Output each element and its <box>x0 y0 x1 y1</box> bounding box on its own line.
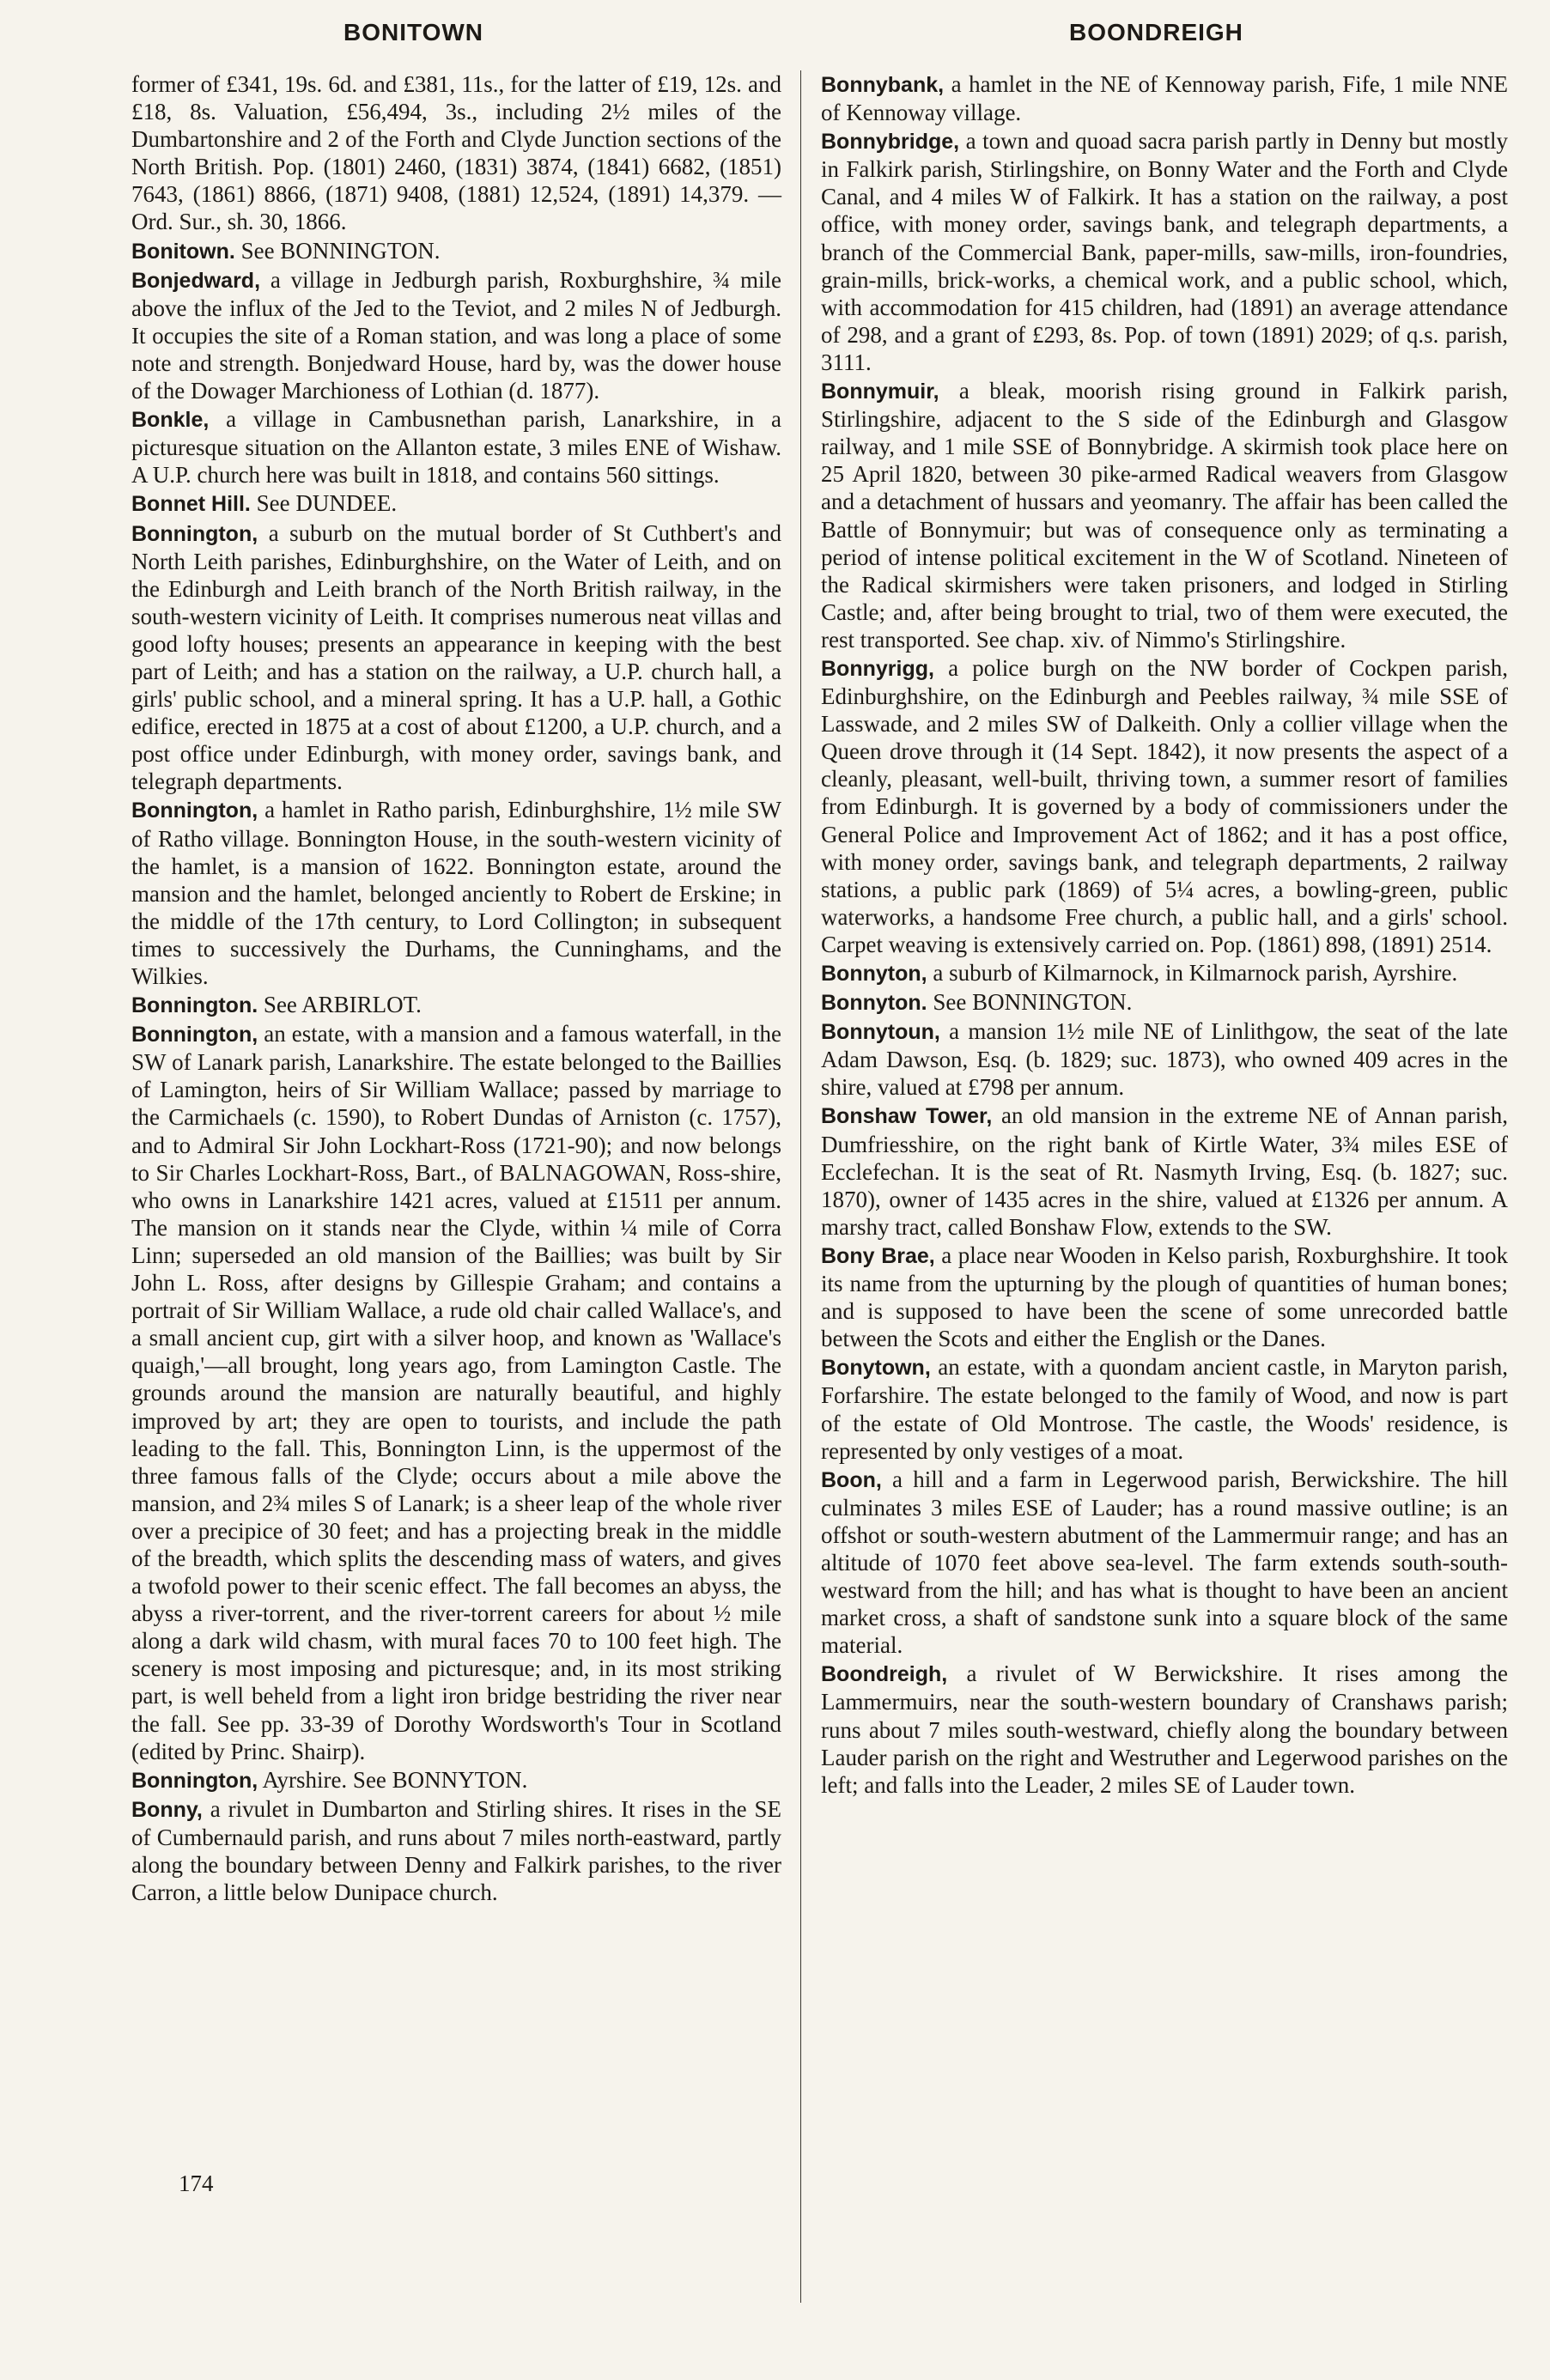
entry-headword: Bonny, <box>131 1797 203 1822</box>
gazetteer-entry <box>131 266 781 404</box>
gazetteer-entry <box>821 1466 1508 1660</box>
gazetteer-entry <box>821 988 1508 1017</box>
column-divider <box>800 70 801 2303</box>
gazetteer-entry <box>821 1102 1508 1240</box>
entry-text: a suburb of Kilmarnock, in Kilmarnock parish, Ayrshire. <box>933 960 1458 986</box>
gazetteer-entry <box>821 1353 1508 1464</box>
entry-headword: Bonshaw Tower, <box>821 1104 993 1129</box>
entry-text: an old mansion in the extreme NE of Annan parish, Dumfriesshire, on the right bank of Kirtle Water, 3¾ miles ESE of Ecclefechan. It is the seat of Rt. Nasmyth Irving, Esq. (b. 1827; suc. 1870), owner of 1435 acres in the shire, valued at £1326 per annum. A marshy tract, called Bonshaw Flow, extends to the SW. <box>821 1102 1508 1240</box>
entry-text: a rivulet of W Berwickshire. It rises among the Lammermuirs, near the south-western boundary of Cranshaws parish; runs about 7 miles south-westward, chiefly along the boundary between Lauder parish on the right and Westruther and Legerwood parishes on the left; and falls into the Leader, 2 miles SE of Lauder town. <box>821 1661 1509 1798</box>
entry-headword: Bonnyrigg, <box>821 656 934 681</box>
gazetteer-entry <box>821 654 1508 958</box>
entry-text: a hamlet in the NE of Kennoway parish, Fife, 1 mile NNE of Kennoway village. <box>821 71 1508 126</box>
gazetteer-entry <box>131 1020 781 1765</box>
gazetteer-entry <box>821 70 1508 126</box>
gazetteer-entry <box>131 796 781 990</box>
entry-headword: Bonnyton. <box>821 991 927 1016</box>
entry-headword: Bony Brae, <box>821 1243 935 1268</box>
entry-text: See BONNINGTON. <box>933 989 1133 1016</box>
gazetteer-entry <box>821 1242 1508 1352</box>
entry-text: a village in Jedburgh parish, Roxburghshire, ¾ mile above the influx of the Jed to the Teviot, and 2 miles N of Jedburgh. It occupies the site of a Roman station, and was long a place of some note and strength. Bonjedward House, hard by, was the dower house of the Dowager Marchioness of Lothian (d. 1877). <box>131 266 782 404</box>
entry-headword: Boondreigh, <box>821 1662 948 1687</box>
right-column <box>821 70 1508 1799</box>
left-column <box>131 70 781 1906</box>
entry-headword: Bonnington, <box>131 521 258 546</box>
entry-text: former of £341, 19s. 6d. and £381, 11s., for the latter of £19, 12s. and £18, 8s. Valuation, £56,494, 3s., including 2½ miles of the Dumbartonshire and 2 of the Forth and Clyde Junction sections of the North British. Pop. (1801) 2460, (1831) 3874, (1841) 6682, (1851) 7643, (1861) 8866, (1871) 9408, (1881) 12,524, (1891) 14,379. —Ord. Sur., sh. 30, 1866. <box>131 71 781 235</box>
entry-text: Ayrshire. See BONNYTON. <box>262 1766 528 1793</box>
entry-text: a suburb on the mutual border of St Cuthbert's and North Leith parishes, Edinburghshire, on the Water of Leith, and on the Edinburgh and Leith branch of the North British railway, in the south-western vicinity of Leith. It comprises numerous neat villas and good lofty houses; presents an appearance in keeping with the best part of Leith; and has a station on the railway, a U.P. church hall, a girls' public school, and a mineral spring. It has a U.P. hall, a Gothic edifice, erected in 1875 at a cost of about £1200, a U.P. church, and a post office under Edinburgh, with money order, savings bank, and telegraph departments. <box>131 519 782 795</box>
gazetteer-entry <box>821 377 1508 653</box>
entry-headword: Bonnybridge, <box>821 130 960 155</box>
gazetteer-entry <box>131 1795 781 1906</box>
gazetteer-entry <box>131 1766 781 1794</box>
entry-headword: Bonnytoun, <box>821 1020 940 1045</box>
entry-headword: Bonytown, <box>821 1356 931 1381</box>
gazetteer-entry <box>821 127 1508 376</box>
entry-headword: Boon, <box>821 1467 882 1492</box>
entry-headword: Bonnington, <box>131 798 258 823</box>
entry-text: a bleak, moorish rising ground in Falkirk parish, Stirlingshire, adjacent to the S side of the Edinburgh and Glasgow railway, and 1 mile SSE of Bonnybridge. A skirmish took place here on 25 April 1820, between 30 pike-armed Radical weavers from Glasgow and a detachment of hussars and yeomanry. The affair has been called the Battle of Bonnymuir; but was of consequence only as terminating a period of intense political excitement in the W of Scotland. Nineteen of the Radical skirmishers were taken prisoners, and lodged in Stirling Castle; and, after being brought to trial, two of them were executed, the rest transported. See chap. xiv. of Nimmo's Stirlingshire. <box>821 378 1508 653</box>
entry-headword: Bonkle, <box>131 408 210 433</box>
entry-text: an estate, with a mansion and a famous waterfall, in the SW of Lanark parish, Lanarkshire. The estate belonged to the Baillies of Lamington, heirs of Sir William Wallace; passed by marriage to the Carmichaels (c. 1590), to Robert Dundas of Arniston (c. 1757), and to Admiral Sir John Lockhart-Ross (1721-90); and now belongs to Sir Charles Lockhart-Ross, Bart., of BALNAGOWAN, Ross-shire, who owns in Lanarkshire 1421 acres, valued at £1511 per annum. The mansion on it stands near the Clyde, within ¼ mile of Corra Linn; superseded an old mansion of the Baillies; was built by Sir John L. Ross, after designs by Gillespie Graham; and contains a portrait of Sir William Wallace, a rude old chair called Wallace's, and a small ancient cup, girt with a silver hoop, and known as 'Wallace's quaigh,'—all brought, long years ago, from Lamington Castle. The grounds around the mansion are naturally beautiful, and highly improved by art; they are open to tourists, and include the path leading to the fall. This, Bonnington Linn, is the uppermost of the three famous falls of the Clyde; occurs about a mile above the mansion, and 2¾ miles S of Lanark; is a sheer leap of the whole river over a precipice of 30 feet; and has a projecting break in the middle of the breadth, which splits the descending mass of waters, and gives a twofold power to their scenic effect. The fall becomes an abyss, the abyss a river-torrent, and the river-torrent careers for about ½ mile along a dark wild chasm, with mural faces 70 to 100 feet high. The scenery is most imposing and picturesque; and, in its most striking part, is well beheld from a light iron bridge bestriding the river near the fall. See pp. 33-39 of Dorothy Wordsworth's Tour in Scotland (edited by Princ. Shairp). <box>131 1021 781 1764</box>
entry-headword: Bonnyton, <box>821 962 927 986</box>
gazetteer-entry <box>131 70 781 236</box>
entry-headword: Bonjedward, <box>131 268 261 293</box>
entry-headword: Bonnington. <box>131 993 258 1018</box>
gazetteer-entry <box>131 991 781 1019</box>
gazetteer-entry <box>131 405 781 489</box>
entry-text: a rivulet in Dumbarton and Stirling shires. It rises in the SE of Cumbernauld parish, and runs about 7 miles north-eastward, partly along the boundary between Denny and Falkirk parishes, to the river Carron, a little below Dunipace church. <box>131 1795 781 1906</box>
entry-headword: Bonnington, <box>131 1023 258 1047</box>
gazetteer-entry <box>821 1660 1508 1798</box>
gazetteer-entry <box>131 237 781 265</box>
entry-text: See DUNDEE. <box>256 490 398 517</box>
entry-text: a hamlet in Ratho parish, Edinburghshire, 1½ mile SW of Ratho village. Bonnington House, in the south-western vicinity of the hamlet, is a mansion of 1622. Bonnington estate, around the mansion and the hamlet, belonged anciently to Robert de Erskine; in the middle of the 17th century, to Lord Collington; in subsequent times to successively the Durhams, the Cunninghams, and the Wilkies. <box>131 797 782 989</box>
entry-headword: Bonnington, <box>131 1768 258 1793</box>
entry-headword: Bonitown. <box>131 239 235 264</box>
entry-text: a hill and a farm in Legerwood parish, Berwickshire. The hill culminates 3 miles ESE of Lauder; has a round massive outline; is an offshot or south-western abutment of the Lammermuir range; and has an altitude of 1070 feet above sea-level. The farm extends south-south-westward from the hill; and has what is thought to have been an ancient market cross, a shaft of sandstone sunk into a square block of the same material. <box>821 1466 1508 1659</box>
entry-text: a police burgh on the NW border of Cockpen parish, Edinburghshire, on the Edinburgh and Peebles railway, ¾ mile SSE of Lasswade, and 2 miles SW of Dalkeith. Only a collier village when the Queen drove through it (14 Sept. 1842), it now presents the aspect of a cleanly, pleasant, well-built, thriving town, a summer resort of families from Edinburgh. It is governed by a body of commissioners under the General Police and Improvement Act of 1862; and it has a post office, with money order, savings bank, and telegraph departments, 2 railway stations, a public park (1869) of 5¼ acres, a bowling-green, public waterworks, a handsome Free church, a public hall, and a girls' school. Carpet weaving is extensively carried on. Pop. (1861) 898, (1891) 2514. <box>821 654 1509 957</box>
running-head-left: BONITOWN <box>343 19 484 46</box>
entry-text: a village in Cambusnethan parish, Lanarkshire, in a picturesque situation on the Allanton estate, 3 miles ENE of Wishaw. A U.P. church here was built in 1818, and contains 560 sittings. <box>131 406 781 489</box>
entry-text: a mansion 1½ mile NE of Linlithgow, the seat of the late Adam Dawson, Esq. (b. 1829; suc. 1873), who owned 409 acres in the shire, valued at £798 per annum. <box>821 1018 1509 1101</box>
entry-text: See ARBIRLOT. <box>263 992 422 1018</box>
entry-headword: Bonnybank, <box>821 73 945 97</box>
gazetteer-entry <box>821 1017 1508 1101</box>
page-number: 174 <box>179 2171 214 2196</box>
gazetteer-entry <box>821 959 1508 987</box>
entry-text: a town and quoad sacra parish partly in Denny but mostly in Falkirk parish, Stirlingshire, on Bonny Water and the Forth and Clyde Canal, and 4 miles W of Falkirk. It has a station on the railway, a post office, with money order, savings bank, and telegraph departments, a branch of the Commercial Bank, paper-mills, saw-mills, iron-foundries, grain-mills, brick-works, a chemical work, and a public school, which, with accommodation for 415 children, had (1891) an average attendance of 298, and a grant of £293, 8s. Pop. of town (1891) 2029; of q.s. parish, 3111. <box>821 128 1509 375</box>
entry-text: a place near Wooden in Kelso parish, Roxburghshire. It took its name from the upturning by the plough of quantities of human bones; and is supposed to have been the scene of some unrecorded battle between the Scots and either the English or the Danes. <box>821 1242 1509 1352</box>
entry-text: an estate, with a quondam ancient castle, in Maryton parish, Forfarshire. The estate belonged to the family of Wood, and now is part of the estate of Old Montrose. The castle, the Woods' residence, is represented by only vestiges of a moat. <box>821 1354 1509 1464</box>
gazetteer-entry <box>131 489 781 518</box>
running-head-right: BOONDREIGH <box>1069 19 1243 46</box>
entry-headword: Bonnymuir, <box>821 379 939 404</box>
entry-text: See BONNINGTON. <box>240 237 441 264</box>
gazetteer-entry <box>131 519 781 796</box>
entry-headword: Bonnet Hill. <box>131 492 251 517</box>
